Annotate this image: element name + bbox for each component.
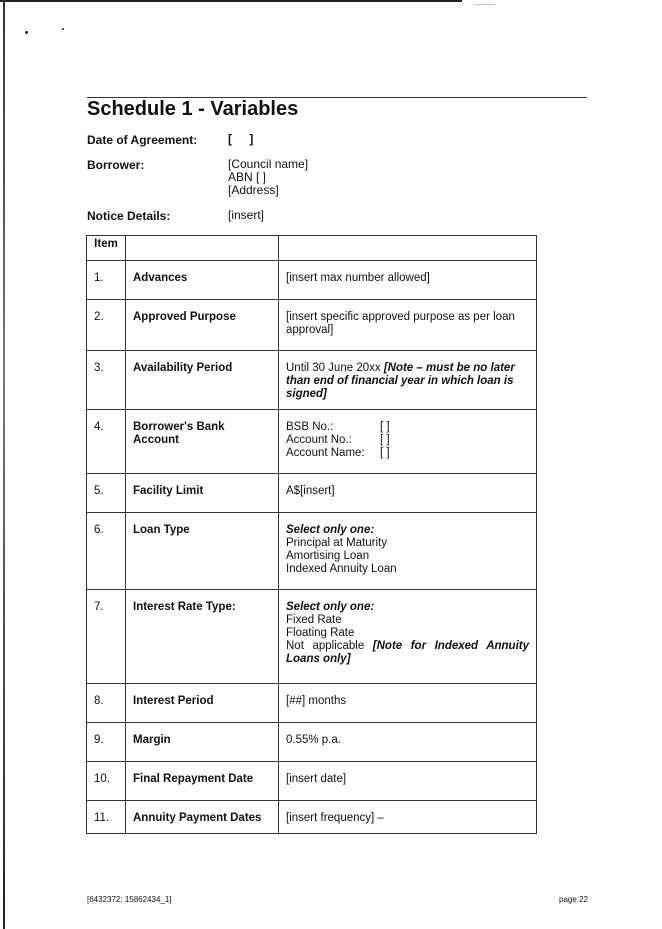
table-row xyxy=(87,410,537,474)
table-row xyxy=(87,513,537,590)
scan-dot xyxy=(25,31,28,34)
value-text: Until 30 June 20xx xyxy=(286,362,384,374)
row-value: [insert date] xyxy=(279,762,537,801)
row-value: [##] months xyxy=(279,684,537,723)
row-name: Facility Limit xyxy=(126,474,279,513)
row-value xyxy=(279,410,537,474)
row-number: 4. xyxy=(87,410,126,474)
borrower-label: Borrower: xyxy=(87,158,145,172)
row-number: 10. xyxy=(87,762,126,801)
table-row xyxy=(87,590,537,684)
row-name: Loan Type xyxy=(126,513,279,590)
account-number-label: Account No.: xyxy=(286,434,352,446)
value-header xyxy=(279,236,537,261)
note-text: [Note – must be no later than end of financial year in which loan is signed] xyxy=(286,362,515,400)
account-name-line xyxy=(286,447,529,460)
row-value: [insert max number allowed] xyxy=(279,261,537,300)
table-row xyxy=(87,474,537,513)
note-text: [Note for Indexed Annuity Loans only] xyxy=(286,640,529,665)
row-name: Final Repayment Date xyxy=(126,762,279,801)
left-edge-rule xyxy=(3,0,5,929)
value-text: Not applicable xyxy=(286,640,373,652)
row-number: 6. xyxy=(87,513,126,590)
row-value: [insert specific approved purpose as per loan approval] xyxy=(279,300,537,351)
page-number: page 22 xyxy=(559,895,588,904)
row-value xyxy=(279,590,537,684)
row-number: 7. xyxy=(87,590,126,684)
account-name-value: [ ] xyxy=(380,447,390,459)
row-number: 11. xyxy=(87,801,126,834)
document-reference: [6432372: 15862434_1] xyxy=(87,895,172,904)
table-row xyxy=(87,300,537,351)
bsb-line xyxy=(286,421,529,434)
option-text: Floating Rate xyxy=(286,627,355,639)
notice-details-label: Notice Details: xyxy=(87,209,171,223)
borrower-line: [Council name] xyxy=(228,157,309,171)
select-instruction: Select only one: xyxy=(286,524,375,536)
variables-table xyxy=(86,235,537,834)
table-header-row xyxy=(87,236,537,261)
top-edge-rule xyxy=(0,0,462,2)
row-name: Margin xyxy=(126,723,279,762)
option-text: Indexed Annuity Loan xyxy=(286,563,397,575)
option-text: Fixed Rate xyxy=(286,614,342,626)
date-of-agreement-label: Date of Agreement: xyxy=(87,133,198,147)
row-name: Interest Period xyxy=(126,684,279,723)
row-value: A$[insert] xyxy=(279,474,537,513)
row-number: 3. xyxy=(87,351,126,410)
notice-details-value: [insert] xyxy=(228,208,265,222)
account-number-line xyxy=(286,434,529,447)
page-title: Schedule 1 - Variables xyxy=(87,98,299,120)
option-text: Amortising Loan xyxy=(286,550,370,562)
top-edge-mark xyxy=(475,4,495,5)
table-row xyxy=(87,261,537,300)
row-number: 1. xyxy=(87,261,126,300)
select-instruction: Select only one: xyxy=(286,601,375,613)
row-name: Annuity Payment Dates xyxy=(126,801,279,834)
table-row xyxy=(87,684,537,723)
borrower-line: [Address] xyxy=(228,183,279,197)
table-row xyxy=(87,351,537,410)
date-of-agreement-value: [ ] xyxy=(228,132,254,146)
row-number: 5. xyxy=(87,474,126,513)
row-name: Interest Rate Type: xyxy=(126,590,279,684)
borrower-value xyxy=(228,158,308,197)
account-name-label: Account Name: xyxy=(286,447,365,459)
bsb-value: [ ] xyxy=(380,421,390,433)
row-name: Availability Period xyxy=(126,351,279,410)
row-name: Approved Purpose xyxy=(126,300,279,351)
name-header xyxy=(126,236,279,261)
table-row xyxy=(87,762,537,801)
row-name: Borrower's Bank Account xyxy=(126,410,279,474)
row-number: 9. xyxy=(87,723,126,762)
row-value: [insert frequency] – xyxy=(279,801,537,834)
row-value: 0.55% p.a. xyxy=(279,723,537,762)
item-header: Item xyxy=(87,236,126,261)
row-value xyxy=(279,351,537,410)
row-number: 8. xyxy=(87,684,126,723)
option-text: Principal at Maturity xyxy=(286,537,387,549)
table-row xyxy=(87,801,537,834)
borrower-line: ABN [ ] xyxy=(228,170,267,184)
table-row xyxy=(87,723,537,762)
account-number-value: [ ] xyxy=(380,434,390,446)
row-number: 2. xyxy=(87,300,126,351)
not-applicable-line xyxy=(286,640,529,666)
row-value xyxy=(279,513,537,590)
row-name: Advances xyxy=(126,261,279,300)
bsb-label: BSB No.: xyxy=(286,421,334,433)
scan-dot xyxy=(62,28,64,30)
